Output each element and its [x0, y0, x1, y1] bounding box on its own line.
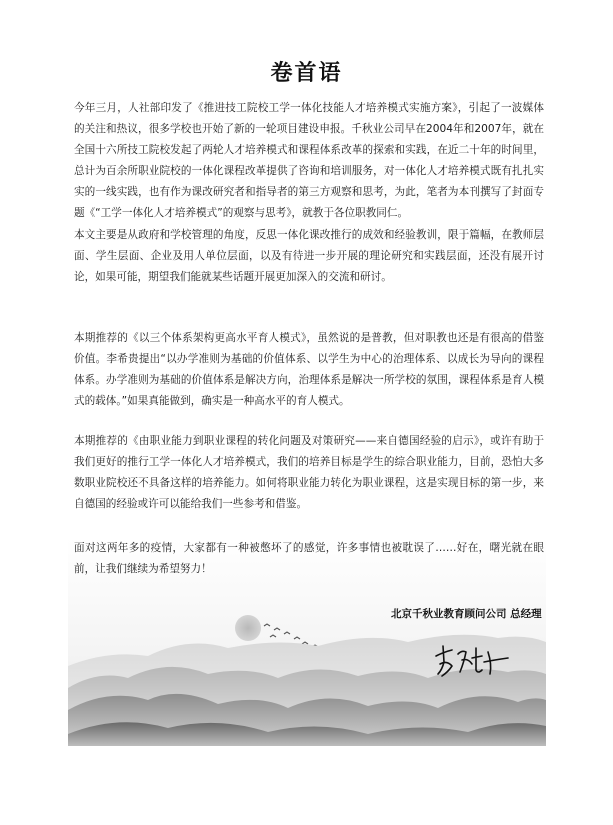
sun	[235, 615, 261, 641]
signer-title: 北京千秋业教育顾问公司 总经理	[391, 608, 542, 620]
paragraph-2: 本文主要是从政府和学校管理的角度，反思一体化课改推行的成效和经验教训，限于篇幅，在教师层面、学生层面、企业及用人单位层面，以及有待进一步开展的理论研究和实践层面，还没有展开讨论，如果可能，期望我们能就某些话题开展更加深入的交流和研讨。	[74, 229, 544, 283]
paragraph-1: 今年三月，人社部印发了《推进技工院校工学一体化技能人才培养模式实施方案》，引起了一波媒体的关注和热议，很多学校也开始了新的一轮项目建设申报。千秋业公司早在2004年和2007年，就在全国十六所技工院校发起了两轮人才培养模式和课程体系改革的探索和实践，在近二十年的时间里，总计为百余所职业院校的一体化课程改革提供了咨询和培训服务，对一体化人才培养模式既有扎扎实实的一线实践，也有作为课改研究者和指导者的第三方观察和思考，为此，笔者为本刊撰写了封面专题《“工学一体化人才培养模式”的观察与思考》，就教于各位职教同仁。	[74, 102, 544, 219]
page-title: 卷首语	[270, 61, 343, 86]
signature	[432, 640, 510, 680]
paragraph-3: 本期推荐的《以三个体系架构更高水平育人模式》，虽然说的是普教，但对职教也还是有很高的借鉴价值。李希贵提出“以办学准则为基础的价值体系、以学生为中心的治理体系、以成长为导向的课程体系。办学准则为基础的价值体系是解决方向，治理体系是解决一所学校的氛围，课程体系是育人模式的载体。”如果真能做到，确实是一种高水平的育人模式。	[74, 332, 544, 407]
paragraph-5: 面对这两年多的疫情，大家都有一种被憋坏了的感觉，许多事情也被耽误了……好在，曙光就在眼前，让我们继续为希望努力！	[74, 542, 544, 575]
paragraph-4: 本期推荐的《由职业能力到职业课程的转化问题及对策研究——来自德国经验的启示》，或许有助于我们更好的推行工学一体化人才培养模式，我们的培养目标是学生的综合职业能力，目前，恐怕大多数职业院校还不具备这样的培养能力。如何将职业能力转化为职业课程，这是实现目标的第一步，来自德国的经验或许可以能给我们一些参考和借鉴。	[74, 435, 544, 510]
